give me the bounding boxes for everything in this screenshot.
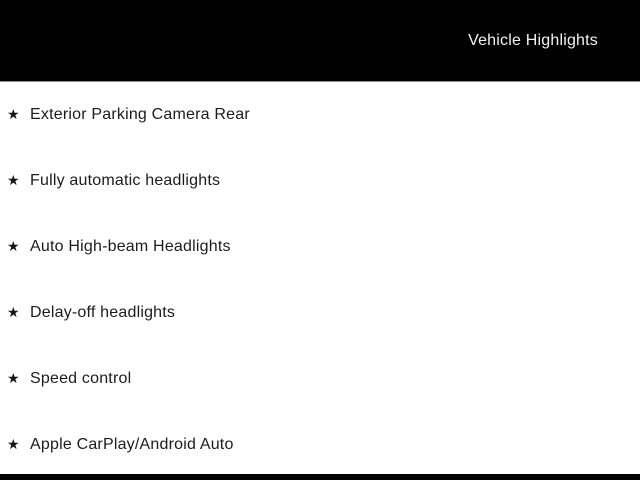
list-item-label: Speed control xyxy=(30,370,132,387)
highlight-list xyxy=(0,82,640,478)
page-title: Vehicle Highlights xyxy=(468,31,598,49)
star-icon: ★ xyxy=(7,371,20,387)
list-item xyxy=(0,346,640,412)
star-icon: ★ xyxy=(7,437,20,453)
header-bar xyxy=(0,0,640,82)
star-icon: ★ xyxy=(7,305,20,321)
star-icon: ★ xyxy=(7,239,20,255)
star-icon: ★ xyxy=(7,107,20,123)
list-item-label: Delay-off headlights xyxy=(30,304,176,321)
list-item xyxy=(0,82,640,148)
list-item-label: Exterior Parking Camera Rear xyxy=(30,106,250,123)
star-icon: ★ xyxy=(7,173,20,189)
list-item-label: Auto High-beam Headlights xyxy=(30,238,231,255)
list-item xyxy=(0,148,640,214)
list-item xyxy=(0,280,640,346)
list-item xyxy=(0,214,640,280)
footer-bar xyxy=(0,474,640,480)
list-item xyxy=(0,412,640,478)
list-item-label: Fully automatic headlights xyxy=(30,172,221,189)
list-item-label: Apple CarPlay/Android Auto xyxy=(30,436,234,453)
